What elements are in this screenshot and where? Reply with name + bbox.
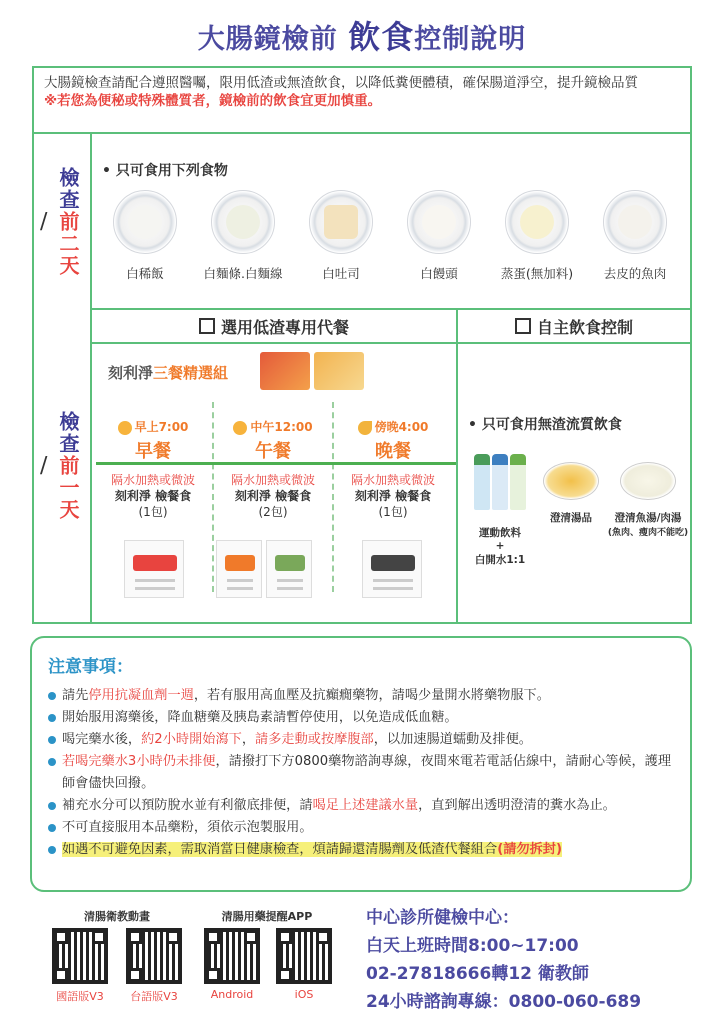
prep-qty: (1包) <box>138 505 168 519</box>
meal-packet-icon <box>124 540 184 598</box>
day-two-k2: 前二天 <box>56 211 80 277</box>
intro-warning: ※若您為便秘或特殊體質者，鏡檢前的飲食宜更加慎重。 <box>44 93 382 109</box>
meal-name: 晚餐 <box>375 441 411 462</box>
combo-highlight: 三餐精選組 <box>153 364 229 382</box>
title-emphasis: 飲食 <box>348 18 415 56</box>
food-item <box>390 190 488 282</box>
liquid-sub: (魚肉、瘦肉不能吃) <box>607 528 689 538</box>
sun-icon <box>233 421 247 435</box>
white-toast-icon <box>309 190 373 254</box>
qr-group-animation <box>46 908 188 930</box>
liquid-sub: 白開水1:1 <box>474 554 526 566</box>
allowed-foods-heading: • 只可食用下列食物 <box>102 163 228 179</box>
food-label: 去皮的魚肉 <box>603 266 667 281</box>
food-label: 白稀飯 <box>126 266 164 281</box>
meal-lunch <box>214 418 332 463</box>
title-part3: 控制說明 <box>414 24 527 55</box>
white-noodles-icon <box>211 190 275 254</box>
combo-prefix: 刻利淨 <box>108 364 154 382</box>
qr-code-icon[interactable] <box>276 928 332 984</box>
prep-method: 隔水加熱或微波 <box>110 473 195 487</box>
qr-label: iOS <box>294 988 314 1001</box>
meal-plan <box>92 344 458 622</box>
prep-product: 刻利淨 檢餐食 <box>354 489 432 503</box>
timeline <box>96 462 456 465</box>
meal-prep <box>214 472 332 520</box>
liquid-label: 澄清湯品 <box>550 512 592 524</box>
options-header <box>92 310 690 344</box>
notice-item: 不可直接服用本品藥粉，須依示泡製服用。 <box>48 817 674 839</box>
prep-method: 隔水加熱或微波 <box>350 473 435 487</box>
checkbox-icon[interactable] <box>199 318 215 334</box>
moon-icon <box>358 421 372 435</box>
qr-group-app <box>196 908 338 930</box>
steamed-bun-icon <box>407 190 471 254</box>
food-label: 蒸蛋(無加料) <box>500 266 574 281</box>
prep-qty: (2包) <box>258 505 288 519</box>
prep-product: 刻利淨 檢餐食 <box>114 489 192 503</box>
qr-label: Android <box>210 988 254 1001</box>
option-right-label: 自主飲食控制 <box>536 317 633 337</box>
option-low-residue-meal[interactable] <box>92 310 458 342</box>
liquid-item <box>464 454 536 567</box>
contact-hotline[interactable]: 24小時諮詢專線：0800-060-689 <box>366 992 642 1012</box>
liquid-label: 運動飲料 <box>479 527 521 539</box>
clear-broth-icon <box>620 462 676 500</box>
notice-item: 喝完藥水後，約2小時開始瀉下，請多走動或按摩腹部，以加速腸道蠕動及排便。 <box>48 729 674 751</box>
liquid-item <box>536 454 606 525</box>
intro-line: 大腸鏡檢查請配合遵照醫囑，限用低渣或無渣飲食，以降低糞便體積，確保腸道淨空，提升鏡檢品質 <box>44 75 638 91</box>
meal-packet-icon <box>266 540 312 598</box>
title-part1: 大腸鏡檢前 <box>197 24 349 55</box>
day-one-label <box>34 310 92 622</box>
slash-mark: / <box>40 453 48 479</box>
qr-code-icon[interactable] <box>126 928 182 984</box>
food-item <box>488 190 586 282</box>
liquid-item <box>606 454 690 538</box>
contact-phone[interactable]: 02-27818666轉12 衛教師 <box>366 964 589 984</box>
product-box-icon <box>314 352 364 390</box>
notice-box <box>30 636 692 892</box>
qr-group-title: 清腸用藥提醒APP <box>221 910 313 923</box>
prep-method: 隔水加熱或微波 <box>230 473 315 487</box>
notice-item: 補充水分可以預防脫水並有利徹底排便，請喝足上述建議水量，直到解出透明澄清的糞水為止。 <box>48 795 674 817</box>
fish-meat-icon <box>603 190 667 254</box>
meal-packet-icon <box>362 540 422 598</box>
notice-title: 注意事項： <box>48 657 133 677</box>
sports-drink-icon <box>464 454 536 513</box>
meal-name: 午餐 <box>255 441 291 462</box>
option-self-control[interactable] <box>458 310 690 342</box>
qr-group-title: 清腸衛教動畫 <box>84 910 150 923</box>
food-item <box>194 190 292 282</box>
contact-center: 中心診所健檢中心： <box>366 908 519 928</box>
liquid-label: 澄清魚湯/肉湯 <box>614 512 682 524</box>
meal-prep <box>334 472 452 520</box>
notice-item: 請先停用抗凝血劑一週，若有服用高血壓及抗癲癇藥物，請喝少量開水將藥物服下。 <box>48 685 674 707</box>
day-one-k2: 前一天 <box>56 455 80 521</box>
food-item <box>96 190 194 282</box>
rice-porridge-icon <box>113 190 177 254</box>
slash-mark: / <box>40 209 48 235</box>
diet-plan-box <box>32 66 692 624</box>
food-label: 白饅頭 <box>420 266 458 281</box>
clear-soup-icon <box>543 462 599 500</box>
qr-label: 台語版V3 <box>130 990 178 1003</box>
meal-breakfast <box>94 418 212 463</box>
liquid-diet <box>458 344 690 622</box>
food-label: 白麵條.白麵線 <box>203 266 283 281</box>
steamed-egg-icon <box>505 190 569 254</box>
food-label: 白吐司 <box>322 266 360 281</box>
notice-item: 開始服用瀉藥後，降血糖藥及胰島素請暫停使用，以免造成低血糖。 <box>48 707 674 729</box>
notice-item: 若喝完藥水3小時仍未排便，請撥打下方0800藥物諮詢專線，夜間來電若電話佔線中，請耐心等候，護理師會儘快回撥。 <box>48 751 674 795</box>
meal-dinner <box>334 418 452 463</box>
page-title <box>0 12 724 58</box>
contact-info <box>366 904 641 1016</box>
qr-code-icon[interactable] <box>204 928 260 984</box>
prep-product: 刻利淨 檢餐食 <box>234 489 312 503</box>
day-two-k1: 檢查 <box>56 167 80 211</box>
meal-time: 傍晚4:00 <box>374 420 429 434</box>
notice-item: 如遇不可避免因素，需取消當日健康檢查，煩請歸還清腸劑及低渣代餐組合(請勿拆封) <box>48 839 674 861</box>
meal-packet-icon <box>216 540 262 598</box>
day-one-k1: 檢查 <box>56 411 80 455</box>
qr-label: 國語版V3 <box>56 990 104 1003</box>
prep-qty: (1包) <box>378 505 408 519</box>
sunrise-icon <box>118 421 132 435</box>
allowed-foods-section <box>92 134 690 310</box>
intro-text <box>34 68 690 134</box>
checkbox-icon[interactable] <box>515 318 531 334</box>
product-box-icon <box>260 352 310 390</box>
qr-code-icon[interactable] <box>52 928 108 984</box>
meal-name: 早餐 <box>135 441 171 462</box>
option-left-label: 選用低渣專用代餐 <box>220 317 349 337</box>
meal-time: 早上7:00 <box>134 420 189 434</box>
combo-title <box>108 362 228 383</box>
meal-prep <box>94 472 212 520</box>
food-item <box>586 190 684 282</box>
day-two-label <box>34 134 92 310</box>
meal-time: 中午12:00 <box>250 420 313 434</box>
contact-hours: 白天上班時間8:00~17:00 <box>366 936 579 956</box>
liquid-heading: • 只可食用無渣流質飲食 <box>468 417 622 433</box>
day-one-section <box>92 344 690 622</box>
liquid-sub: + <box>495 540 505 552</box>
food-item <box>292 190 390 282</box>
